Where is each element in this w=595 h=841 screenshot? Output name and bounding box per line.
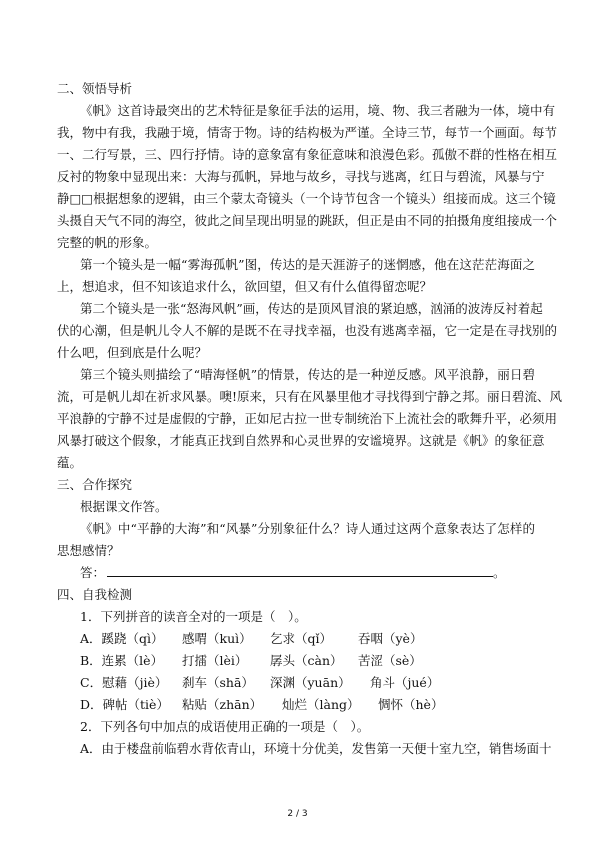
question-2-text: 2．下列各句中加点的成语使用正确的一项是（ ）。 (80, 719, 370, 734)
question-text: 思想感情？ (57, 543, 120, 558)
section-heading-selftest: 四、自我检测 (57, 587, 133, 602)
option-item: 角斗（jué） (370, 675, 440, 690)
paragraph-line: 第二个镜头是一张“怒海风帆”画，传达的是顶风冒浪的紧迫感，汹涌的波涛反衬着起 (80, 301, 543, 316)
section-heading-analysis: 二、领悟导析 (57, 81, 133, 96)
answer-row (80, 565, 506, 581)
paragraph-line: 平浪静的宁静不过是虚假的宁静，正如尼古拉一世专制统治下上流社会的歌舞升平，必须用 (57, 411, 558, 426)
paragraph-line: 《帆》这首诗最突出的艺术特征是象征手法的运用，境、物、我三者融为一体，境中有 (80, 103, 556, 118)
option-item: 打擂（lèi） (182, 653, 248, 668)
option-item: 粘贴（zhān） (182, 697, 263, 712)
option-item: C．慰藉（jiè） (80, 675, 168, 690)
option-item: 孱头（càn） (270, 653, 343, 668)
paragraph-line: 静□□根据想象的逻辑，由三个蒙太奇镜头（一个诗节包含一个镜头）组接而成。这三个镜 (57, 191, 556, 206)
option-row-d (80, 697, 443, 713)
option-item: 刹车（shā） (182, 675, 254, 690)
paragraph-line: 伏的心潮，但是帆儿令人不解的是既不在寻找幸福，也没有逃离幸福，它一定是在寻找别的 (57, 323, 558, 338)
option-item: B．连累（lè） (80, 653, 164, 668)
option-item: 感喟（kuì） (182, 631, 252, 646)
option-item: 深渊（yuān） (270, 675, 351, 690)
option-item: 吞咽（yè） (358, 631, 423, 646)
paragraph-line: 头摄自天气不同的海空，彼此之间呈现出明显的跳跃，但正是由不同的拍摄角度组接成一个 (57, 213, 558, 228)
paragraph-line: 一、二行写景，三、四行抒情。诗的意象富有象征意味和浪漫色彩。孤傲不群的性格在相互 (57, 147, 558, 162)
option-item: A．蹊跷（qì） (80, 631, 164, 646)
question-1-text: 1．下列拼音的读音全对的一项是（ ）。 (80, 609, 307, 624)
paragraph-line: 第一个镜头是一幅“雾海孤帆”图，传达的是天涯游子的迷惘感，他在这茫茫海面之 (80, 257, 535, 272)
page-number: 2 / 3 (287, 809, 308, 819)
paragraph-line: 反衬的物象中显现出来：大海与孤帆，异地与故乡，寻找与逃离，红日与碧流，风暴与宁 (57, 169, 545, 184)
option-item: 惆怀（hè） (378, 697, 444, 712)
paragraph-line: 流，可是帆儿却在祈求风暴。噢!原来，只有在风暴里他才寻找得到宁静之邦。丽日碧流、风 (57, 389, 563, 404)
section-heading-explore: 三、合作探究 (57, 477, 133, 492)
paragraph-line: 风暴打破这个假象，才能真正找到自然界和心灵世界的安谧境界。这就是《帆》的象征意 (57, 433, 545, 448)
paragraph-line: 我，物中有我，我融于境，情寄于物。诗的结构极为严谨。全诗三节，每节一个画面。每节 (57, 125, 558, 140)
option-item: 灿烂（làng） (282, 697, 360, 712)
paragraph-line: 第三个镜头则描绘了“晴海怪帆”的情景，传达的是一种逆反感。风平浪静，丽日碧 (80, 367, 535, 382)
paragraph-line: 完整的帆的形象。 (57, 235, 158, 250)
option-item: 苦涩（sè） (358, 653, 422, 668)
option-row-b (80, 653, 422, 669)
option-row-a (80, 631, 422, 647)
paragraph-line: 蕴。 (57, 455, 83, 470)
answer-end-mark: 。 (493, 565, 506, 580)
question-text: 《帆》中“平静的大海”和“风暴”分别象征什么？诗人通过这两个意象表达了怎样的 (80, 521, 535, 536)
answer-label: 答： (80, 565, 106, 580)
option-item: D．碑帖（tiè） (80, 697, 169, 712)
option-item: 乞求（qǐ） (270, 631, 332, 646)
question-2-option-a: A．由于楼盘前临碧水背依青山，环境十分优美，发售第一天便十室九空，销售场面十 (80, 741, 552, 756)
paragraph-line: 什么吧，但到底是什么呢？ (57, 345, 208, 360)
answer-blank-line[interactable] (107, 566, 493, 577)
option-row-c (80, 675, 439, 691)
paragraph-line: 上，想追求，但不知该追求什么，欲回望，但又有什么值得留恋呢？ (57, 279, 433, 294)
instruction-text: 根据课文作答。 (80, 499, 168, 514)
